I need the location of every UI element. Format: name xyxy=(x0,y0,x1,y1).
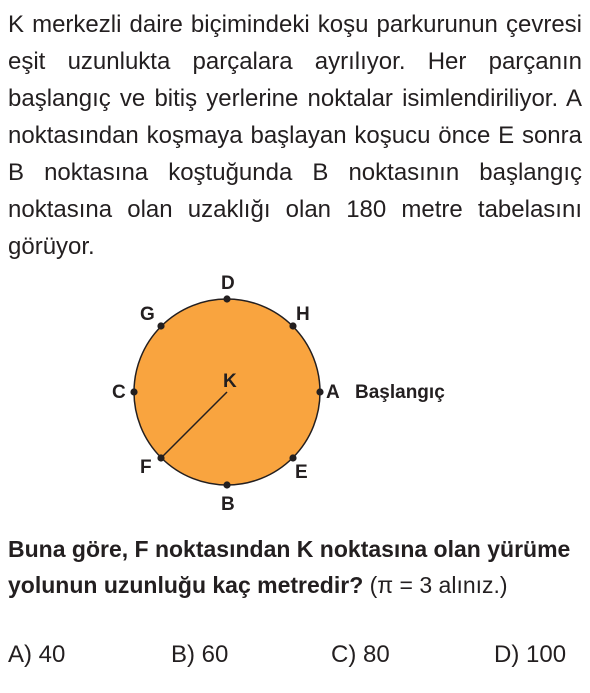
option-a[interactable] xyxy=(8,640,65,670)
option-c-value: 80 xyxy=(363,641,390,668)
label-e: E xyxy=(295,462,308,483)
option-c-letter: C) xyxy=(331,641,357,668)
point-e xyxy=(289,454,296,461)
point-c xyxy=(130,388,137,395)
question-text xyxy=(8,531,584,603)
label-a: A xyxy=(326,382,340,403)
problem-statement: K merkezli daire biçimindeki koşu parkurunun çevresi eşit uzunlukta parçalara ayrılıyor. Her parçanın başlangıç ve bitiş yerlerine noktalar isimlendiriliyor. A noktasından koşmaya başlayan koşucu önce E sonra B noktasına koştuğunda B noktasının başlangıç noktasına olan uzaklığı olan 180 metre tabelasını görüyor. xyxy=(8,11,582,260)
option-d[interactable] xyxy=(494,640,566,670)
point-g xyxy=(157,322,164,329)
option-d-value: 100 xyxy=(526,641,567,668)
point-a xyxy=(316,388,323,395)
point-d xyxy=(223,295,230,302)
label-f: F xyxy=(140,457,152,478)
label-d: D xyxy=(221,273,235,294)
option-b-value: 60 xyxy=(201,641,229,668)
option-d-letter: D) xyxy=(494,641,520,668)
point-b xyxy=(223,481,230,488)
label-b: B xyxy=(221,494,235,515)
center-label-k: K xyxy=(223,371,237,392)
option-c[interactable] xyxy=(331,640,390,670)
option-b[interactable] xyxy=(171,640,228,670)
option-a-letter: A) xyxy=(8,641,32,668)
option-b-letter: B) xyxy=(171,641,195,668)
start-label: Başlangıç xyxy=(355,382,445,403)
point-f xyxy=(157,454,164,461)
question-bold: Buna göre, F noktasından K noktasına olan yürüme yolunun uzunluğu kaç metredir? xyxy=(8,536,571,598)
question-note: (π = 3 alınız.) xyxy=(369,572,508,598)
label-h: H xyxy=(296,304,310,325)
label-g: G xyxy=(140,304,155,325)
running-track-figure xyxy=(100,268,480,518)
option-a-value: 40 xyxy=(38,641,66,668)
label-c: C xyxy=(112,382,126,403)
